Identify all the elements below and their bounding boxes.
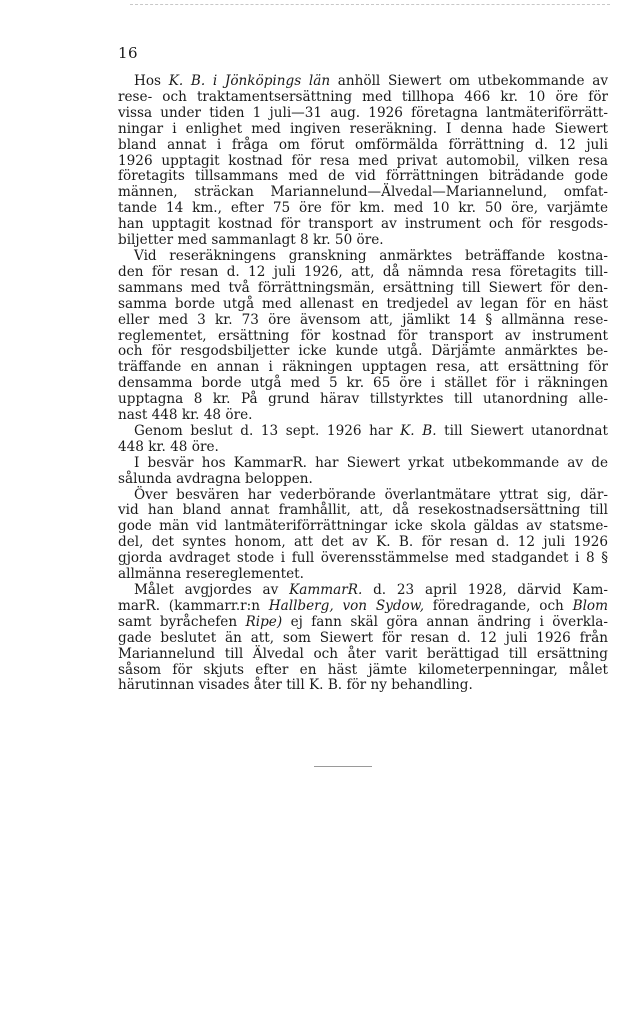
paragraph [118, 488, 608, 583]
text-segment: densamma borde utgå med 5 kr. 65 öre i stället för i räkningen [118, 375, 608, 392]
text-line [118, 217, 608, 233]
text-line [118, 90, 608, 106]
text-line [118, 265, 608, 281]
text-segment: rese- och traktamentsersättning med tillhopa 466 kr. 10 öre för [118, 88, 608, 105]
text-segment: vissa under tiden 1 juli—31 aug. 1926 företagna lantmäteriförrätt- [118, 104, 608, 121]
text-segment: reglementet, ersättning för kostnad för transport av instrument [118, 327, 608, 344]
text-segment: Över besvären har vederbörande överlantmätare yttrat sig, där- [134, 486, 608, 503]
body-text [118, 74, 608, 694]
text-segment: biljetter med sammanlagt 8 kr. 50 öre. [118, 232, 384, 249]
text-line [118, 440, 608, 456]
text-line [118, 567, 608, 583]
text-segment: 448 kr. 48 öre. [118, 438, 219, 455]
text-segment: männen, sträckan Mariannelund—Älvedal—Mariannelund, omfat- [118, 184, 608, 201]
text-segment: samma borde utgå med allenast en tredjedel av legan för en häst [118, 295, 608, 312]
text-segment: såsom för skjuts efter en häst jämte kilometerpenningar, målet [118, 661, 608, 678]
italic-text: K. B. i Jönköpings län [168, 73, 331, 89]
text-line [118, 551, 608, 567]
paragraph [118, 583, 608, 694]
text-line [118, 472, 608, 488]
text-segment: del, det syntes honom, att det av K. B. för resan d. 12 juli 1926 [118, 534, 608, 551]
italic-text: KammarR. [289, 582, 363, 598]
text-line [118, 154, 608, 170]
text-segment: 1926 upptagit kostnad för resa med privat automobil, vilken resa [118, 152, 608, 169]
text-segment: härutinnan visades åter till K. B. för ny behandling. [118, 677, 473, 694]
text-segment: sålunda avdragna beloppen. [118, 470, 313, 487]
text-segment: sammans med två förrättningsmän, ersättning till Siewert för den- [118, 279, 608, 296]
text-line [118, 392, 608, 408]
text-line [118, 122, 608, 138]
text-line [118, 503, 608, 519]
text-line [118, 519, 608, 535]
text-segment: gode män vid lantmäteriförrättningar icke skola gäldas av statsme- [118, 518, 608, 535]
text-segment: företagits tillsammans med de vid förrättningen biträdande gode [118, 168, 608, 185]
text-segment: bland annat i fråga om förut omförmälda förrättning d. 12 juli [118, 136, 608, 153]
paragraph [118, 74, 608, 249]
text-line [118, 376, 608, 392]
text-line [118, 583, 608, 599]
text-line [118, 424, 608, 440]
text-segment: ningar i enlighet med ingiven reseräkning. I denna hade Siewert [118, 120, 608, 137]
text-line [118, 249, 608, 265]
text-line [118, 329, 608, 345]
text-segment: I besvär hos KammarR. har Siewert yrkat utbekommande av de [134, 454, 608, 471]
text-line [118, 456, 608, 472]
text-segment: föredragande, och [424, 597, 573, 614]
text-line [118, 344, 608, 360]
section-end-rule [314, 766, 372, 767]
text-segment: Genom beslut d. 13 sept. 1926 har [134, 422, 401, 439]
page-number: 16 [118, 44, 139, 62]
text-line [118, 535, 608, 551]
italic-text: Hallberg, von Sydow, [268, 597, 425, 614]
text-line [118, 488, 608, 504]
text-line [118, 169, 608, 185]
text-segment: träffande en annan i räkningen upptagen resa, att ersättning för [118, 359, 608, 376]
italic-text: Ripe) [245, 613, 283, 630]
text-line [118, 663, 608, 679]
text-segment: marR. (kammarr.r:n [118, 597, 269, 614]
text-line [118, 185, 608, 201]
text-line [118, 615, 608, 631]
text-segment: tande 14 km., efter 75 öre för km. med 10 kr. 50 öre, varjämte [118, 200, 608, 217]
text-segment: ej fann skäl göra annan ändring i överkla- [282, 613, 608, 630]
text-segment: och för resgodsbiljetter icke kunde utgå. Därjämte anmärktes be- [118, 343, 608, 360]
text-segment: till Siewert utanordnat [436, 422, 608, 439]
italic-text: K. B. [400, 422, 437, 439]
text-line [118, 138, 608, 154]
text-segment: Målet avgjordes av [134, 582, 290, 598]
text-line [118, 281, 608, 297]
text-line [118, 631, 608, 647]
text-segment: d. 23 april 1928, därvid Kam- [362, 582, 608, 598]
text-line [118, 647, 608, 663]
top-edge-rule [130, 4, 610, 5]
text-segment: Vid reseräkningens granskning anmärktes beträffande kostna- [134, 247, 608, 264]
text-line [118, 74, 608, 90]
text-line [118, 201, 608, 217]
text-segment: vid han bland annat framhållit, att, då resekostnadsersättning till [118, 502, 608, 519]
text-segment: den för resan d. 12 juli 1926, att, då nämnda resa företagits till- [118, 263, 608, 280]
text-segment: nast 448 kr. 48 öre. [118, 407, 253, 424]
text-segment: samt byråchefen [118, 613, 246, 630]
text-line [118, 599, 608, 615]
italic-text: Blom [572, 597, 608, 614]
text-line [118, 360, 608, 376]
paragraph [118, 424, 608, 456]
text-segment: anhöll Siewert om utbekommande av [330, 73, 608, 89]
text-line [118, 408, 608, 424]
text-segment: gade beslutet än att, som Siewert för resan d. 12 juli 1926 från [118, 629, 608, 646]
text-line [118, 106, 608, 122]
text-segment: han upptagit kostnad för transport av instrument och för resgods- [118, 216, 608, 233]
text-segment: gjorda avdraget stode i full överensstämmelse med stadgandet i 8 § [118, 550, 608, 567]
text-line [118, 297, 608, 313]
text-segment: allmänna resereglementet. [118, 566, 304, 583]
text-segment: Hos [134, 73, 169, 89]
paragraph [118, 249, 608, 424]
text-segment: eller med 3 kr. 73 öre ävensom att, jämlikt 14 § allmänna rese- [118, 311, 608, 328]
paragraph [118, 456, 608, 488]
text-line [118, 313, 608, 329]
text-line [118, 233, 608, 249]
text-segment: Mariannelund till Älvedal och åter varit berättigad till ersättning [118, 645, 608, 662]
text-segment: upptagna 8 kr. På grund härav tillstyrktes till utanordning alle- [118, 391, 608, 408]
text-line [118, 678, 608, 694]
